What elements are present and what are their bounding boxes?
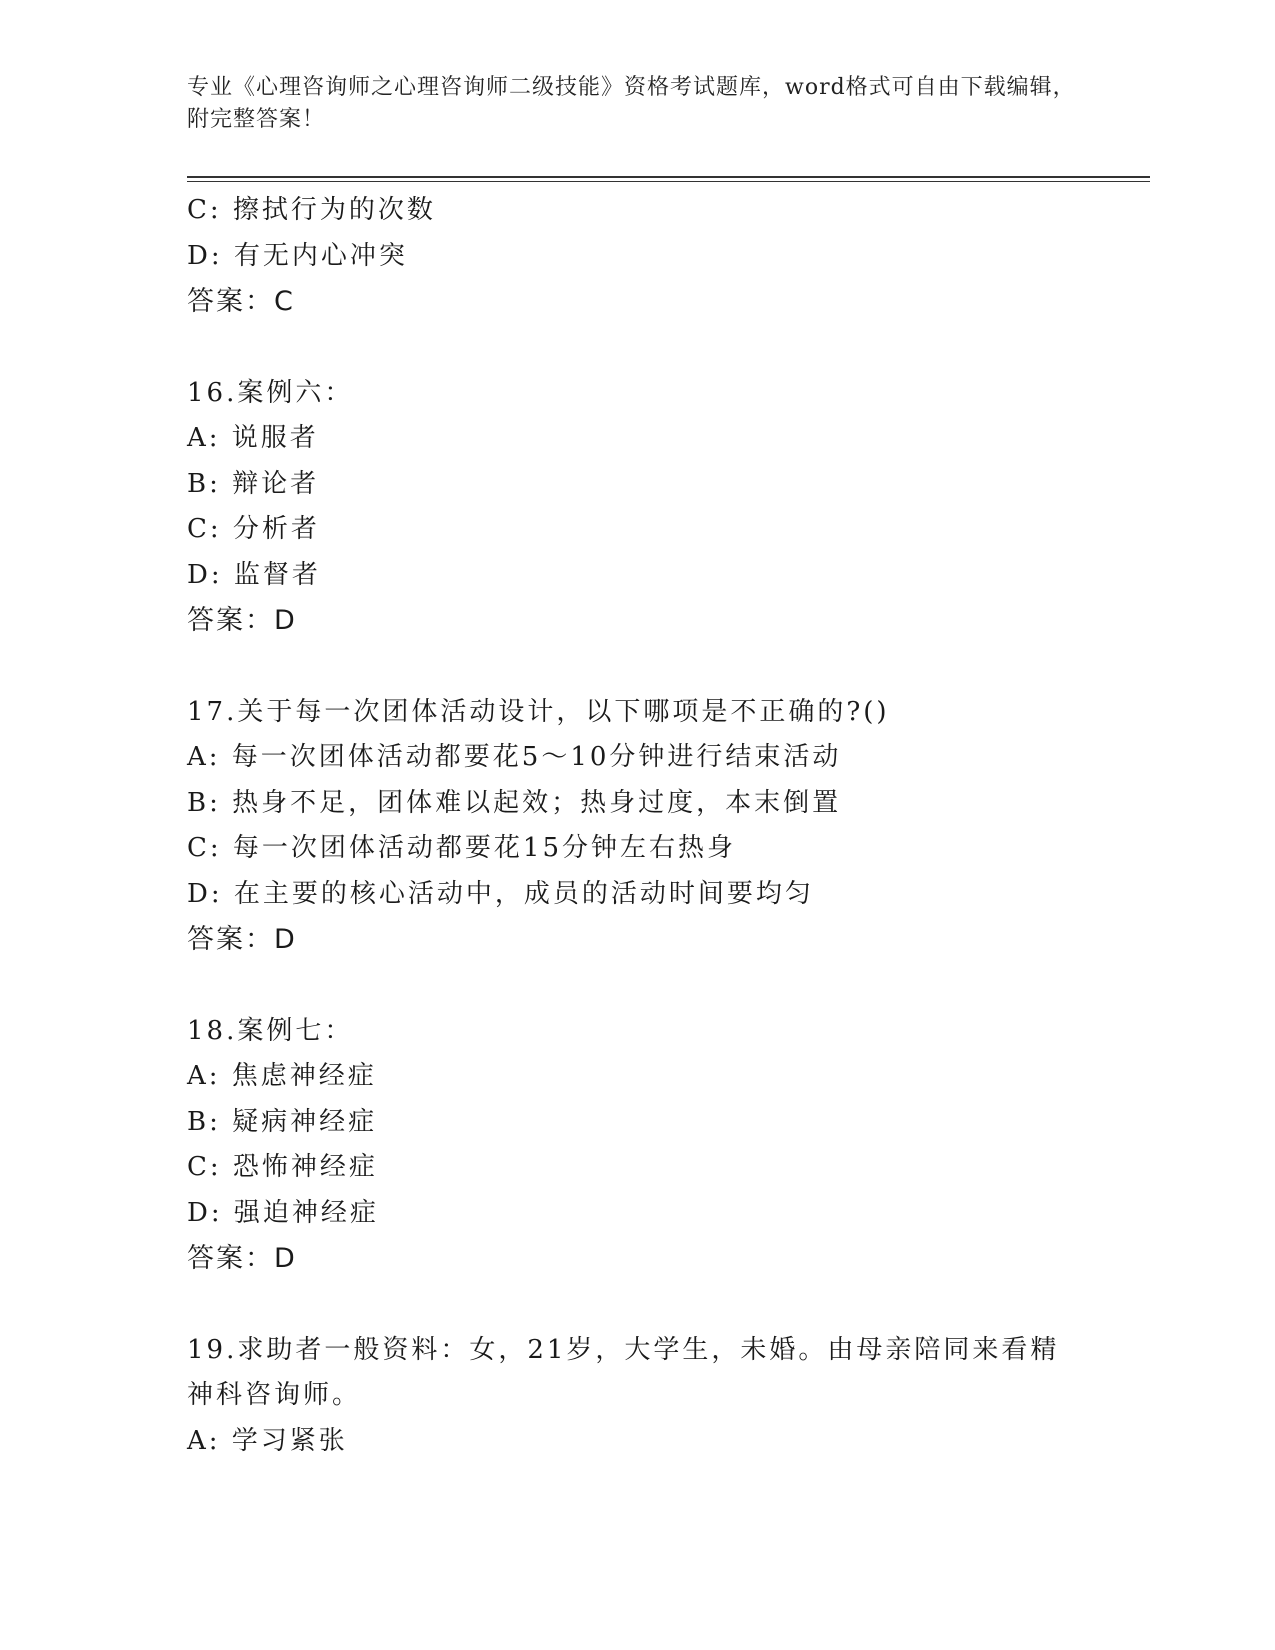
option-b: B: 疑病神经症	[187, 1106, 378, 1137]
answer-line: 答案：C	[187, 286, 295, 317]
option-c: C: 每一次团体活动都要花15分钟左右热身	[187, 833, 737, 863]
answer-line: 答案：D	[187, 605, 297, 636]
option-d: D: 有无内心冲突	[187, 240, 408, 271]
question-block-15	[187, 188, 1150, 325]
question-list	[187, 188, 1150, 1464]
option-c: C: 擦拭行为的次数	[187, 195, 436, 225]
option-b: B: 热身不足，团体难以起效；热身过度，本末倒置	[187, 787, 842, 818]
answer-line: 答案：D	[187, 924, 297, 955]
option-c: C: 分析者	[187, 514, 320, 544]
option-a: A: 每一次团体活动都要花5～10分钟进行结束活动	[187, 742, 842, 772]
question-block-18	[187, 1009, 1150, 1282]
option-d: D: 在主要的核心活动中，成员的活动时间要均匀	[187, 878, 814, 909]
option-a: A: 说服者	[187, 423, 319, 453]
question-stem: 17.关于每一次团体活动设计，以下哪项是不正确的?()	[187, 696, 890, 727]
document-header: 专业《心理咨询师之心理咨询师二级技能》资格考试题库，word格式可自由下载编辑，附完整答案！	[187, 75, 1076, 132]
answer-line: 答案：D	[187, 1243, 297, 1274]
option-a: A: 学习紧张	[187, 1425, 348, 1456]
question-stem: 18.案例七：	[187, 1015, 354, 1046]
question-stem: 16.案例六：	[187, 377, 354, 408]
option-d: D: 监督者	[187, 559, 321, 590]
option-b: B: 辩论者	[187, 468, 320, 499]
option-d: D: 强迫神经症	[187, 1197, 379, 1228]
question-block-19	[187, 1328, 1150, 1465]
question-block-17	[187, 690, 1150, 963]
question-stem: 19.求助者一般资料：女，21岁，大学生，未婚。由母亲陪同来看精神科咨询师。	[187, 1334, 1060, 1410]
question-block-16	[187, 371, 1150, 644]
option-c: C: 恐怖神经症	[187, 1152, 378, 1182]
header-divider	[187, 176, 1150, 182]
option-a: A: 焦虑神经症	[187, 1061, 377, 1091]
